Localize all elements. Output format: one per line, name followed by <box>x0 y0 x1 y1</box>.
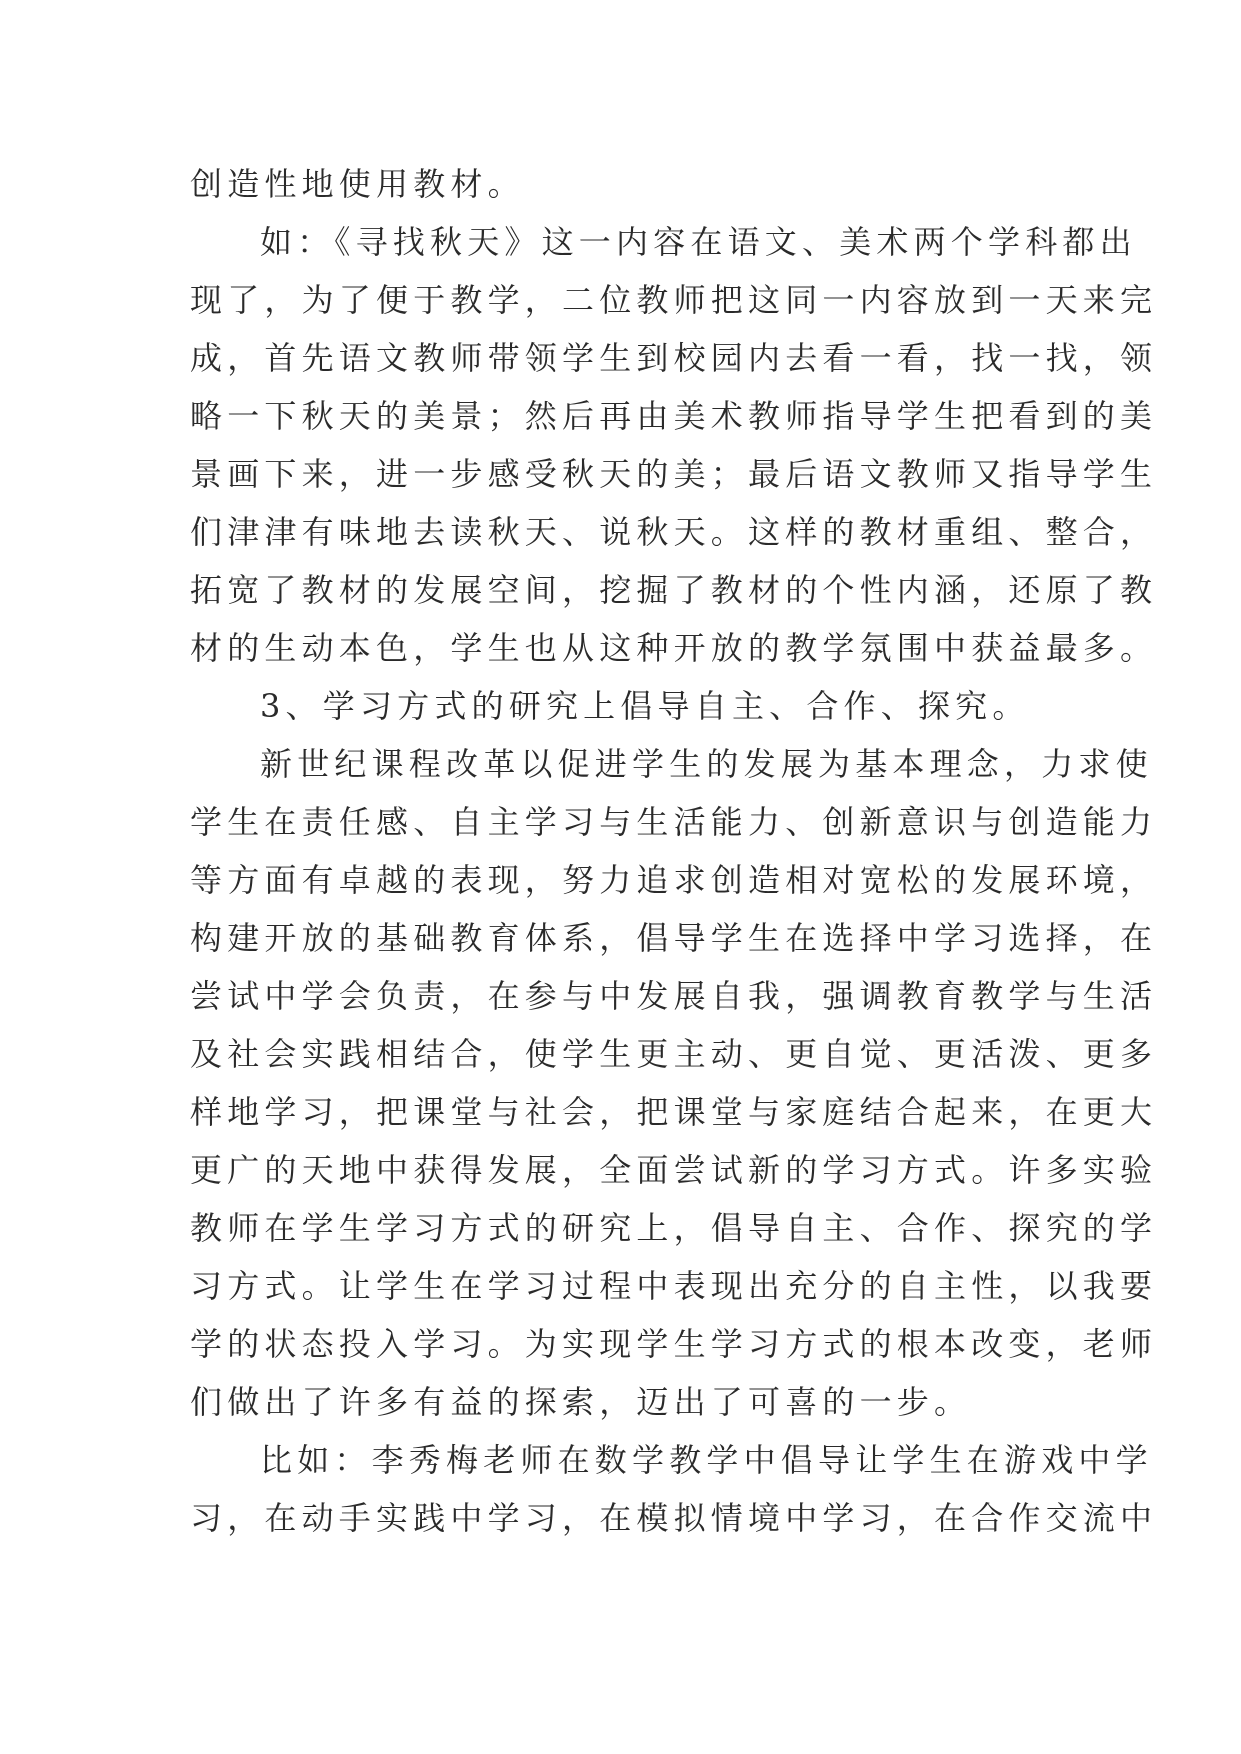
text-line: 更广的天地中获得发展，全面尝试新的学习方式。许多实验 <box>190 1151 1158 1189</box>
text-line: 学的状态投入学习。为实现学生学习方式的根本改变，老师 <box>190 1325 1158 1363</box>
text-line: 材的生动本色，学生也从这种开放的教学氛围中获益最多。 <box>190 629 1158 667</box>
text-line: 习，在动手实践中学习，在模拟情境中学习，在合作交流中 <box>190 1499 1158 1537</box>
text-line: 成，首先语文教师带领学生到校园内去看一看，找一找，领 <box>190 339 1158 377</box>
text-line: 景画下来，进一步感受秋天的美；最后语文教师又指导学生 <box>190 455 1158 493</box>
text-line: 创造性地使用教材。 <box>190 165 525 203</box>
text-line: 及社会实践相结合，使学生更主动、更自觉、更活泼、更多 <box>190 1035 1158 1073</box>
text-line: 习方式。让学生在学习过程中表现出充分的自主性，以我要 <box>190 1267 1158 1305</box>
text-line: 们做出了许多有益的探索，迈出了可喜的一步。 <box>190 1383 972 1421</box>
body-text <box>190 155 1158 1547</box>
text-line: 教师在学生学习方式的研究上，倡导自主、合作、探究的学 <box>190 1209 1158 1247</box>
text-line: 略一下秋天的美景；然后再由美术教师指导学生把看到的美 <box>190 397 1158 435</box>
paragraph-first-line: 新世纪课程改革以促进学生的发展为基本理念，力求使 <box>260 745 1153 783</box>
section-heading: 3、学习方式的研究上倡导自主、合作、探究。 <box>260 687 1030 725</box>
paragraph-first-line: 比如：李秀梅老师在数学教学中倡导让学生在游戏中学 <box>260 1441 1153 1479</box>
paragraph-first-line: 如：《寻找秋天》这一内容在语文、美术两个学科都出 <box>260 223 1137 261</box>
text-line: 样地学习，把课堂与社会，把课堂与家庭结合起来，在更大 <box>190 1093 1158 1131</box>
text-line: 现了，为了便于教学，二位教师把这同一内容放到一天来完 <box>190 281 1158 319</box>
text-line: 构建开放的基础教育体系，倡导学生在选择中学习选择，在 <box>190 919 1158 957</box>
text-line: 们津津有味地去读秋天、说秋天。这样的教材重组、整合， <box>190 513 1158 551</box>
text-line: 拓宽了教材的发展空间，挖掘了教材的个性内涵，还原了教 <box>190 571 1158 609</box>
text-line: 尝试中学会负责，在参与中发展自我，强调教育教学与生活 <box>190 977 1158 1015</box>
text-line: 学生在责任感、自主学习与生活能力、创新意识与创造能力 <box>190 803 1158 841</box>
text-line: 等方面有卓越的表现，努力追求创造相对宽松的发展环境， <box>190 861 1158 899</box>
